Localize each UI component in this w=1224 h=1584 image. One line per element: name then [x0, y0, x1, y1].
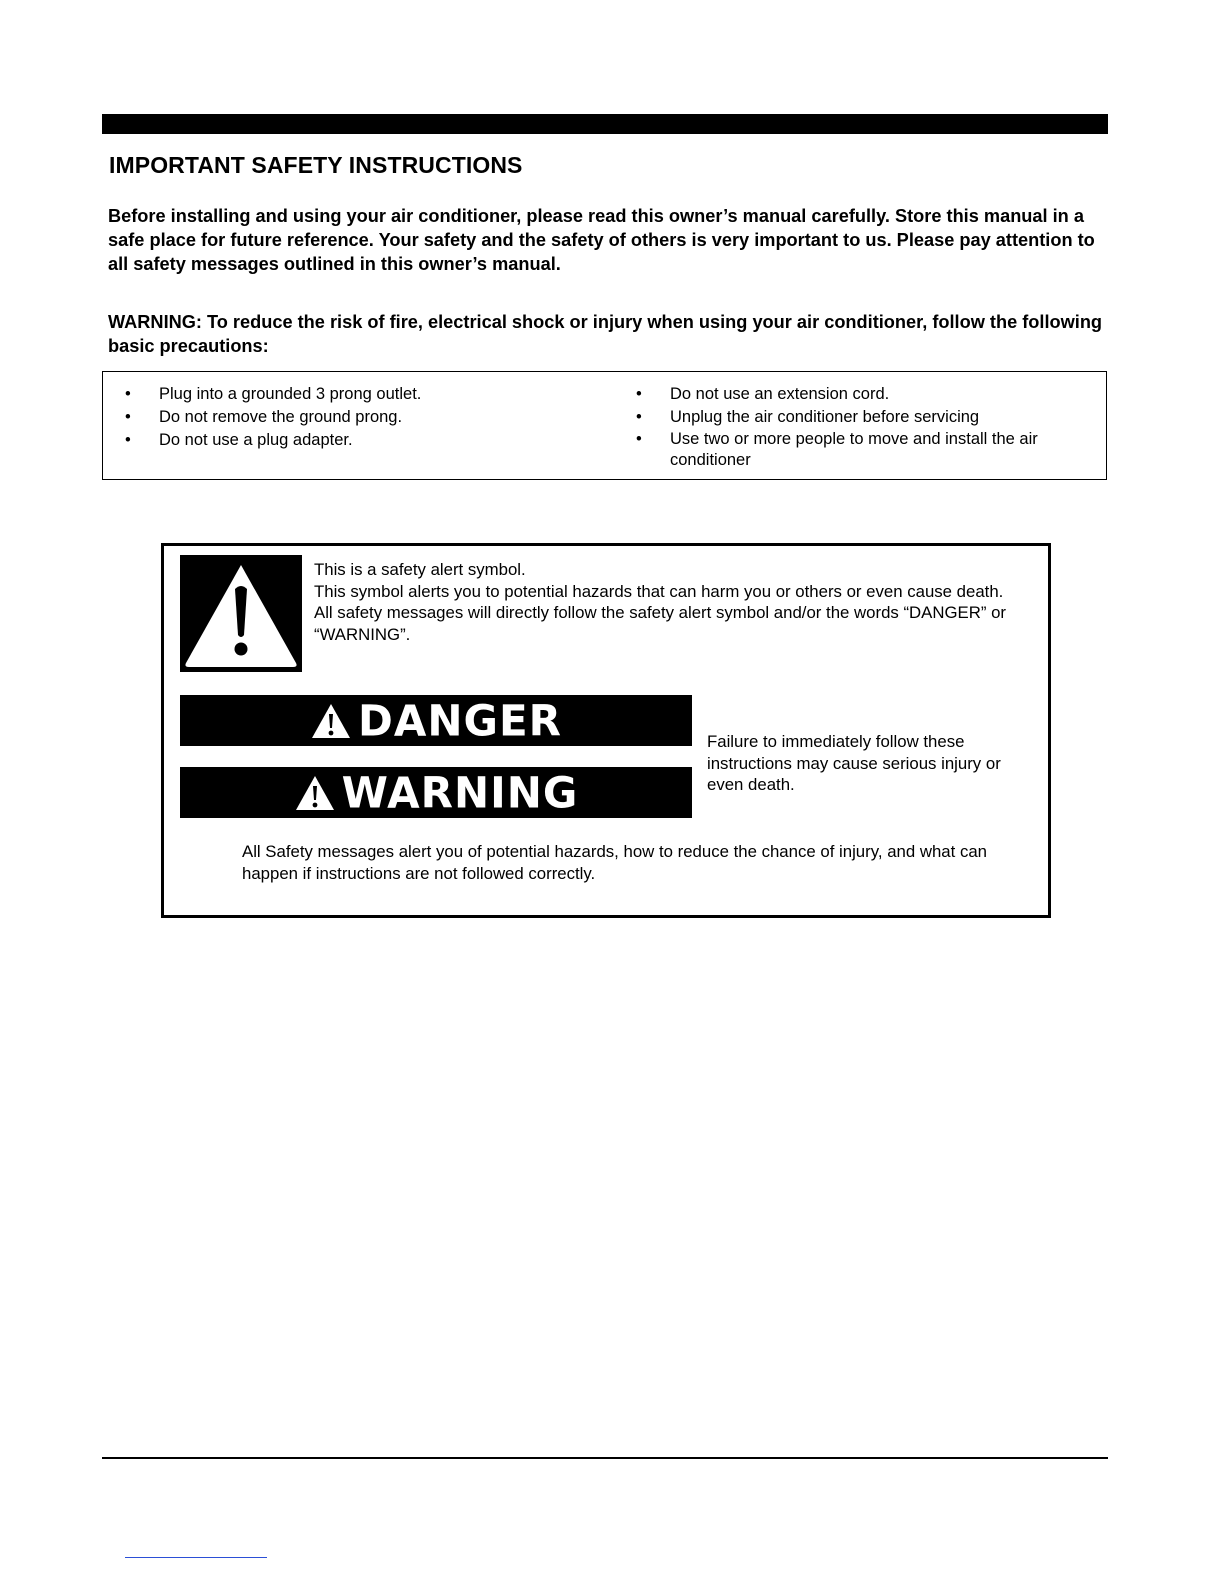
list-item: • Plug into a grounded 3 prong outlet. — [125, 383, 605, 406]
warning-label: WARNING — [341, 767, 579, 817]
safety-symbol-description: This is a safety alert symbol. This symbol alerts you to potential hazards that can harm you or others or even cause death. All safety messages will directly follow the safety alert symbol and/or the words “DANGER” or “WARNING”. — [314, 560, 1007, 644]
page-title: IMPORTANT SAFETY INSTRUCTIONS — [109, 152, 523, 178]
danger-label: DANGER — [357, 695, 563, 745]
danger-signal-banner — [180, 695, 692, 746]
safety-messages-note: All Safety messages alert you of potential hazards, how to reduce the chance of injury, and what can happen if instructions are not followed correctly. — [242, 842, 988, 883]
warning-triangle-icon — [310, 702, 352, 740]
bullet-icon: • — [636, 430, 642, 448]
bullet-icon: • — [125, 408, 131, 426]
intro-paragraph: Before installing and using your air conditioner, please read this owner’s manual carefully. Store this manual in a safe place for future reference. Your safety and the safety of others is very important to us. Please pay attention to all safety messages outlined in this owner’s manual. — [108, 206, 1095, 274]
precautions-left-list — [125, 383, 605, 452]
precautions-right-list — [636, 383, 1091, 471]
bullet-icon: • — [636, 385, 642, 403]
warning-signal-banner — [180, 767, 692, 818]
header-rule — [102, 114, 1108, 134]
list-item: • Use two or more people to move and install the air conditioner — [636, 430, 1038, 469]
list-item: • Unplug the air conditioner before servicing — [636, 406, 1091, 429]
bullet-icon: • — [125, 385, 131, 403]
safety-alert-symbol-icon — [180, 555, 302, 672]
precautions-box — [102, 371, 1107, 480]
warning-paragraph: WARNING: To reduce the risk of fire, electrical shock or injury when using your air conditioner, follow the following basic precautions: — [108, 312, 1103, 356]
bullet-icon: • — [636, 408, 642, 426]
list-item: • Do not remove the ground prong. — [125, 406, 605, 429]
list-item: • Do not use a plug adapter. — [125, 429, 605, 452]
bullet-icon: • — [125, 431, 131, 449]
warning-triangle-icon — [294, 774, 336, 812]
safety-alert-box — [161, 543, 1051, 918]
list-item: • Do not use an extension cord. — [636, 383, 1091, 406]
failure-consequence-text: Failure to immediately follow these instructions may cause serious injury or even death. — [707, 732, 1001, 794]
footer-rule — [102, 1457, 1108, 1459]
link-underline[interactable] — [125, 1557, 267, 1558]
